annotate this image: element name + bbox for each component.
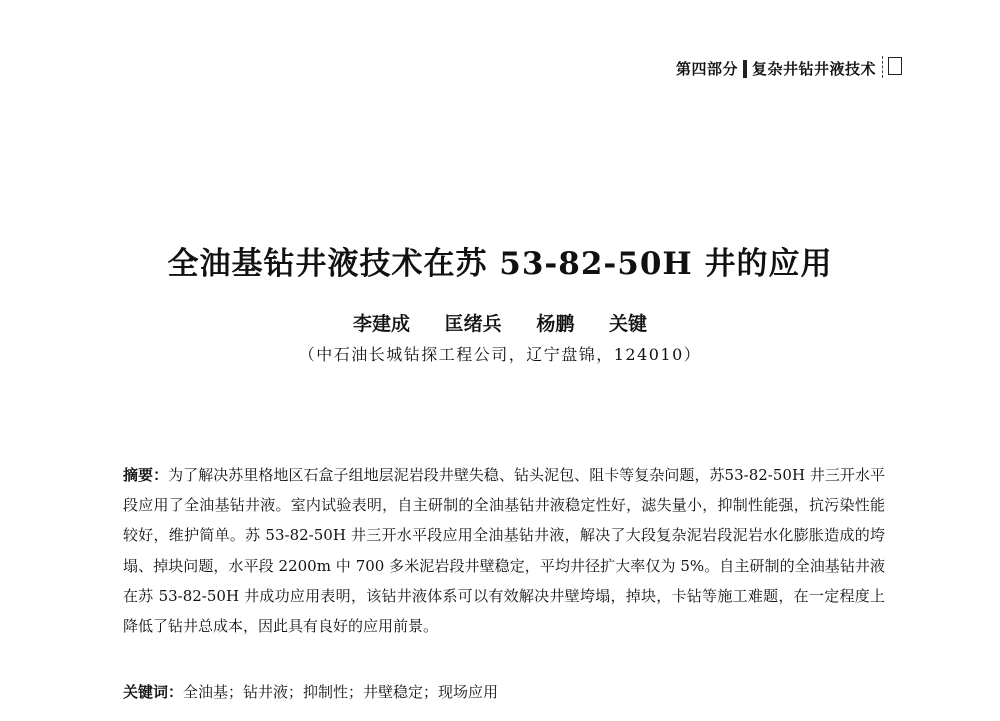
paper-title: 全油基钻井液技术在苏 53-82-50H 井的应用 [167,246,833,282]
author-name: 匡绪兵 [444,313,502,335]
header-separator [743,60,747,78]
author-name: 关键 [608,313,647,335]
keywords [123,680,885,704]
keywords-label: 关键词： [123,683,184,701]
author-list [0,309,1000,336]
author-name: 李建成 [353,313,411,335]
chapter-label: 复杂井钻井液技术 [751,60,876,78]
affiliation: （中石油长城钻探工程公司，辽宁盘锦，124010） [298,345,702,364]
abstract-text: 为了解决苏里格地区石盒子组地层泥岩段井壁失稳、钻头泥包、阻卡等复杂问题，苏53-82-50H 井三开水平段应用了全油基钻井液。室内试验表明，自主研制的全油基钻井液稳定性好，滤失量小，抑制性能强，抗污染性能较好，维护简单。苏 53-82-50H 井三开水平段应用全油基钻井液，解决了大段复杂泥岩段泥岩水化膨胀造成的垮塌、掉块问题，水平段 2200m 中 700 多米泥岩段井壁稳定，平均井径扩大率仅为 5%。自主研制的全油基钻井液在苏 53-82-50H 井成功应用表明，该钻井液体系可以有效解决井壁垮塌，掉块，卡钻等施工难题，在一定程度上降低了钻井总成本，因此具有良好的应用前景。 [123,466,885,636]
page-corner-mark [888,57,902,75]
running-header [676,58,876,79]
keywords-text: 全油基；钻井液；抑制性；井壁稳定；现场应用 [183,683,499,701]
section-label: 第四部分 [675,60,738,78]
author-name: 杨鹏 [536,313,575,335]
abstract [123,460,885,641]
abstract-label: 摘要： [123,466,169,484]
